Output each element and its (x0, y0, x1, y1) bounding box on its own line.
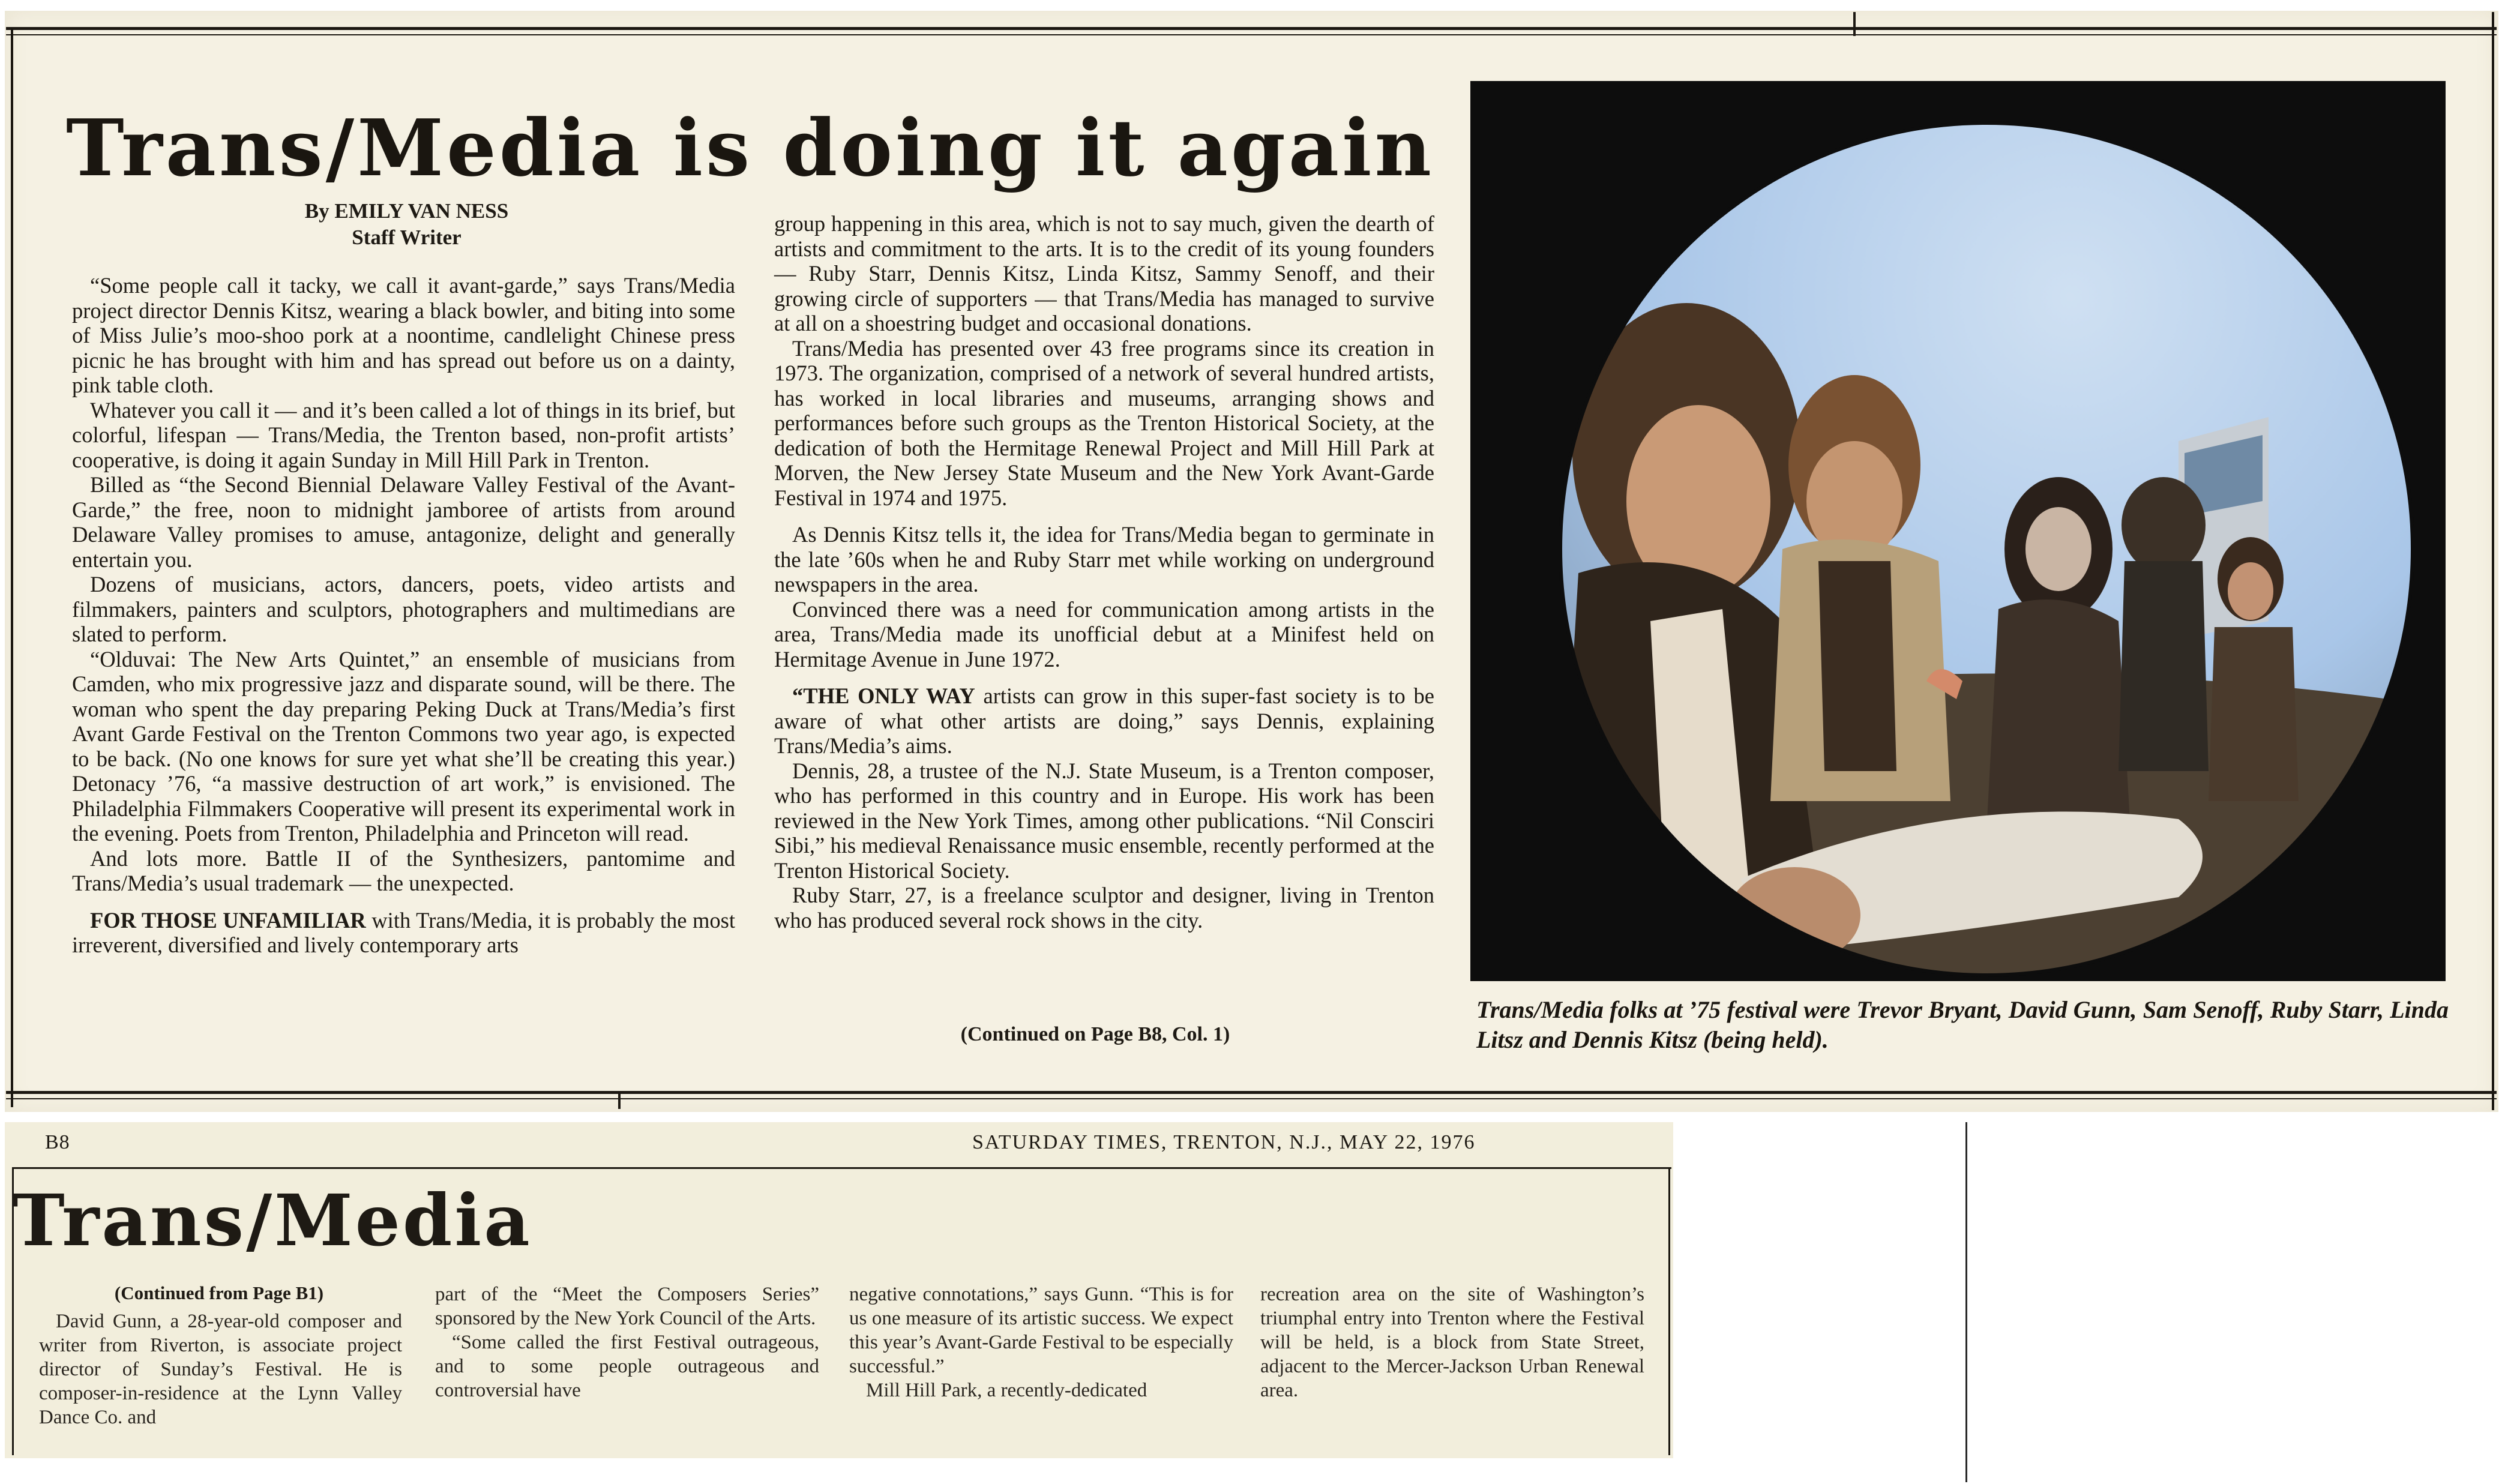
paragraph: Ruby Starr, 27, is a freelance sculptor and designer, living in Trenton who has produced several rock shows in the city. (774, 883, 1434, 933)
paragraph: As Dennis Kitsz tells it, the idea for Trans/Media began to germinate in the late ’60s when he and Ruby Starr met while working on underground newspapers in the area. (774, 522, 1434, 596)
continued-on-note: (Continued on Page B8, Col. 1) (960, 1023, 1230, 1045)
continued-from-note: (Continued from Page B1) (114, 1282, 324, 1303)
bottom-border-rule (6, 1091, 2497, 1094)
bottom-divider-tick (618, 1091, 621, 1109)
article-column-2 (774, 211, 1434, 933)
paragraph-lead: FOR THOSE UNFAMILIAR (90, 907, 366, 933)
paragraph: Dennis, 28, a trustee of the N.J. State Museum, is a Trenton composer, who has performed in this country and in Europe. His work has been reviewed in the New York Times, among other publications. “Nil Consciri Sibi,” his medieval Renaissance music ensemble, recently performed at the Trenton Historical Society. (774, 758, 1434, 883)
fisheye-photo-illustration (1470, 81, 2446, 981)
scan-edge-line (1965, 1122, 1967, 1482)
paragraph: Trans/Media has presented over 43 free programs since its creation in 1973. The organization, comprised of a network of several hundred artists, has worked in local libraries and museums, arranging shows and performances before such groups as the Trenton Historical Society, at the dedication of both the Hermitage Renewal Project and Mill Hill Park at Morven, the New Jersey State Museum and the New York Avant-Garde Festival in 1974 and 1975. (774, 335, 1434, 510)
top-border-rule-thin (6, 34, 2497, 35)
paragraph: negative connotations,” says Gunn. “This is for us one measure of its artistic success. We expect this year’s Avant-Garde Festival to be especially successful.” (849, 1284, 1233, 1377)
paragraph: “Some called the first Festival outrageous, and to some people outrageous and controversial have (435, 1332, 819, 1401)
paragraph: Convinced there was a need for communication among artists in the area, Trans/Media made its unofficial debut at a Minifest held on Hermitage Avenue in June 1972. (774, 596, 1434, 671)
paragraph: “Some people call it tacky, we call it avant-garde,” says Trans/Media project director Dennis Kitsz, wearing a black bowler, and biting into some of Miss Julie’s moo-shoo pork at a noontime, candlelight Chinese press picnic he has brought with him and has spread out before us on a dainty, pink table cloth. (72, 273, 735, 397)
paragraph: Mill Hill Park, a recently-dedicated (866, 1380, 1147, 1401)
paragraph: group happening in this area, which is not to say much, given the dearth of artists and commitment to the arts. It is to the credit of its young founders — Ruby Starr, Dennis Kitsz, Linda Kitsz, Sammy Senoff, and their growing circle of supporters — that Trans/Media has managed to survive at all on a shoestring budget and occasional donations. (774, 211, 1434, 335)
dateline-rule (12, 1167, 1671, 1169)
top-divider-tick (1853, 12, 1856, 36)
left-border-rule (11, 27, 13, 1107)
paragraph-text: artists can grow in this super-fast society is to be aware of what other artists are doing,” says Dennis, explaining Trans/Media’s aims. (774, 683, 1434, 758)
photo-caption: Trans/Media folks at ’75 festival were Trevor Bryant, David Gunn, Sam Senoff, Ruby Starr, Linda Litsz and Dennis Kitsz (being held). (1476, 996, 2449, 1053)
paragraph: David Gunn, a 28-year-old composer and writer from Riverton, is associate project director of Sunday’s Festival. He is composer-in-residence at the Lynn Valley Dance Co. and (39, 1311, 402, 1428)
continuation-column-3 (849, 1282, 1233, 1402)
continuation-column-2 (435, 1282, 819, 1402)
top-border-rule (6, 27, 2497, 30)
paragraph (774, 683, 1434, 759)
paragraph: part of the “Meet the Composers Series” sponsored by the New York Council of the Arts. (435, 1284, 819, 1329)
byline-role: Staff Writer (352, 226, 462, 249)
byline (72, 198, 741, 251)
continuation-right-rule (1668, 1167, 1670, 1455)
paragraph: Billed as “the Second Biennial Delaware Valley Festival of the Avant-Garde,” the free, noon to midnight jamboree of artists from around Delaware Valley promises to amuse, antagonize, delight and generally entertain you. (72, 472, 735, 572)
bottom-border-rule-thin (6, 1098, 2497, 1099)
paragraph-lead: “THE ONLY WAY (792, 683, 975, 708)
dateline: SATURDAY TIMES, TRENTON, N.J., MAY 22, 1976 (972, 1131, 1476, 1153)
byline-name: By EMILY VAN NESS (304, 199, 509, 223)
page-number: B8 (45, 1131, 70, 1153)
festival-photo (1470, 81, 2446, 981)
paragraph: “Olduvai: The New Arts Quintet,” an ensemble of musicians from Camden, who mix progressive jazz and disparate sound, will be there. The woman who spent the day preparing Peking Duck at Trans/Media’s first Avant Garde Festival on the Trenton Commons two year ago, is expected to be back. (No one knows for sure yet what she’ll be creating this year.) Detonacy ’76, “a massive destruction of art work,” is envisioned. The Philadelphia Filmmakers Cooperative will present its experimental work in the evening. Poets from Trenton, Philadelphia and Princeton will read. (72, 646, 735, 846)
continuation-column-1 (39, 1309, 402, 1429)
article-headline: Trans/Media is doing it again (66, 102, 1435, 194)
article-column-1 (72, 273, 735, 958)
paragraph: Dozens of musicians, actors, dancers, poets, video artists and filmmakers, painters and sculptors, photographers and multimedians are slated to perform. (72, 572, 735, 646)
paragraph-text: with Trans/Media, it is probably the most irreverent, diversified and lively contemporary arts (72, 907, 735, 957)
continuation-headline: Trans/Media (12, 1179, 532, 1262)
paragraph: Whatever you call it — and it’s been called a lot of things in its brief, but colorful, lifespan — Trans/Media, the Trenton based, non-profit artists’ cooperative, is doing it again Sunday in Mill Hill Park in Trenton. (72, 397, 735, 472)
paragraph (72, 908, 735, 958)
paragraph: recreation area on the site of Washington’s triumphal entry into Trenton where the Festival will be held, is a block from State Street, adjacent to the Mercer-Jackson Urban Renewal area. (1260, 1284, 1644, 1401)
continuation-column-4 (1260, 1282, 1644, 1402)
paragraph: And lots more. Battle II of the Synthesizers, pantomime and Trans/Media’s usual trademark — the unexpected. (72, 846, 735, 895)
right-border-rule (2492, 12, 2494, 1110)
